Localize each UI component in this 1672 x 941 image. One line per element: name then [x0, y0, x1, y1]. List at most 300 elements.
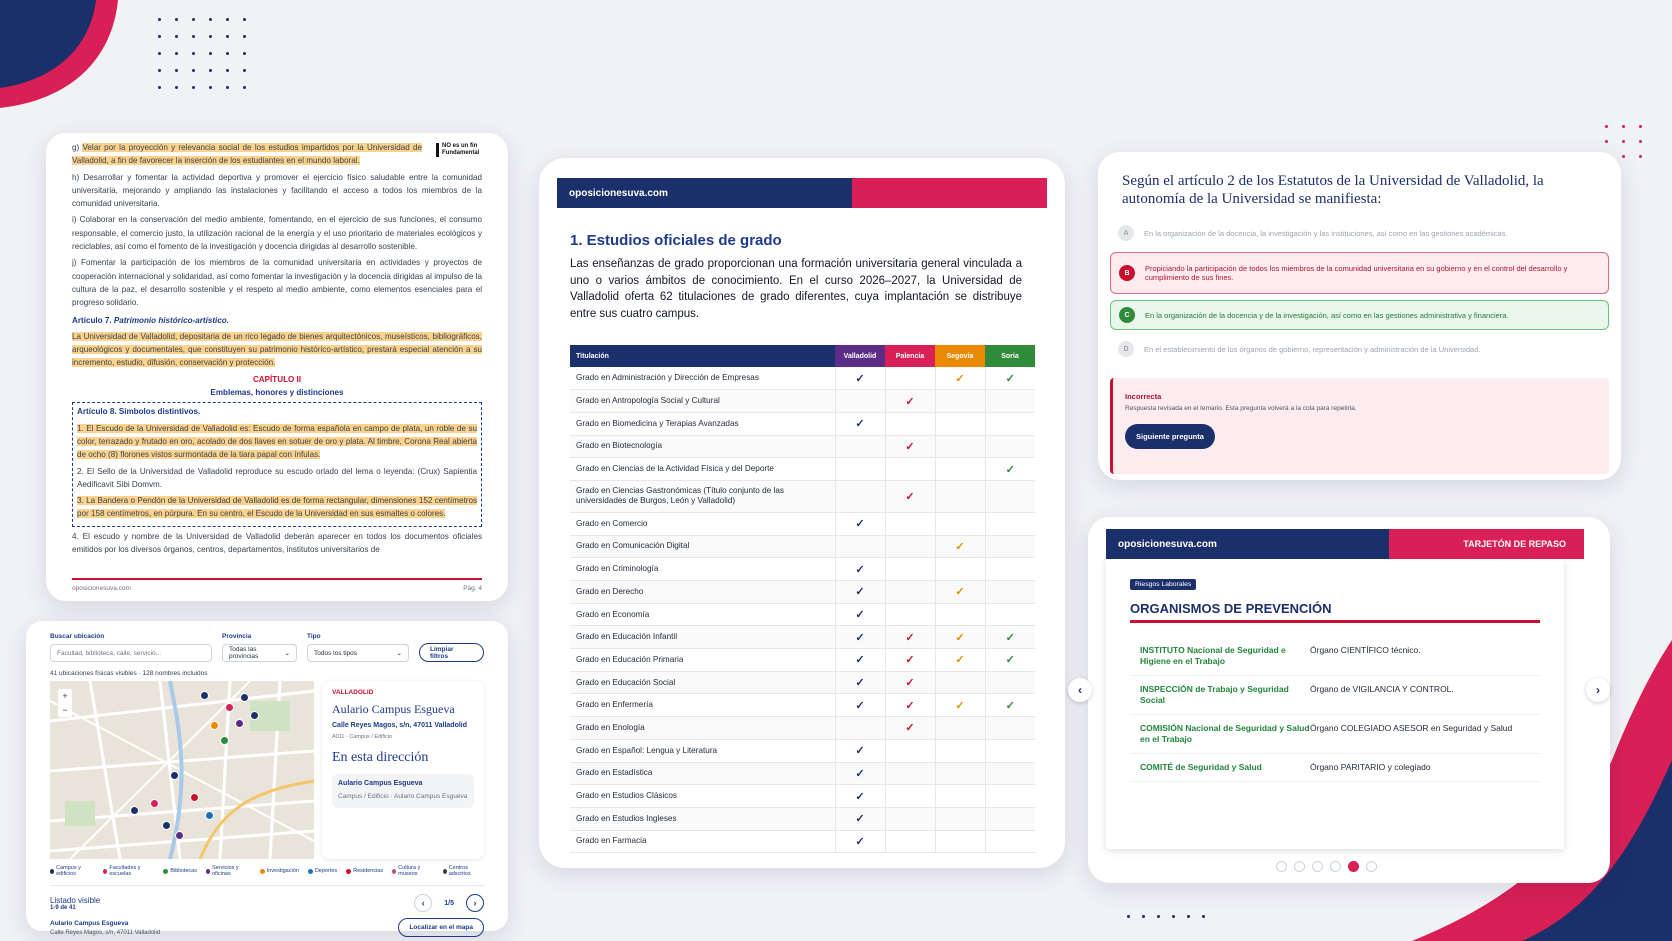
dot-grid-bottom [1127, 915, 1205, 918]
article-8-p4: 4. El escudo y nombre de la Universidad de Valladolid deberán aparecer en todos los documentos oficiales emitidos por los diversos órganos, centros, departamentos, institutos universitarios de [72, 531, 482, 555]
chapter-subtitle: Emblemas, honores y distinciones [210, 388, 344, 398]
table-row [570, 390, 1035, 413]
map-pin-icon[interactable] [220, 736, 229, 745]
degree-name: Grado en Farmacia [570, 830, 835, 853]
legend-dot-icon [50, 869, 54, 874]
feedback-title: Incorrecta [1125, 392, 1162, 401]
map-pin-icon[interactable] [240, 693, 249, 702]
campus-cell [985, 480, 1035, 512]
legend-dot-icon [206, 869, 210, 874]
checkmark-icon: ✓ [1005, 654, 1015, 667]
footer-site: oposicionesuva.com [72, 584, 131, 592]
article-8-box [72, 402, 482, 526]
carousel-dot[interactable] [1366, 861, 1377, 872]
campus-cell [885, 694, 935, 717]
locate-on-map-button[interactable]: Localizar en el mapa [398, 918, 484, 937]
checkmark-icon: ✓ [905, 440, 915, 453]
checkmark-icon: ✓ [855, 654, 865, 667]
chapter-title: CAPÍTULO II [252, 374, 302, 384]
campus-cell [835, 581, 885, 604]
campus-cell [835, 717, 885, 740]
legend-dot-icon [346, 869, 351, 874]
campus-cell [935, 785, 985, 808]
degree-name: Grado en Comercio [570, 512, 835, 535]
dot [226, 52, 229, 55]
checkmark-icon: ✓ [855, 609, 865, 622]
campus-cell [835, 480, 885, 512]
legend-item[interactable] [163, 865, 197, 877]
map-pin-icon[interactable] [205, 811, 214, 820]
campus-cell [885, 581, 935, 604]
table-row [570, 367, 1035, 390]
zoom-controls[interactable]: + − [58, 689, 72, 717]
location-count: 41 ubicaciones físicas visibles · 128 nombres incluidos [50, 670, 208, 677]
side-note: NO es un fin Fundamental [436, 143, 490, 157]
para-h: h) Desarrollar y fomentar la actividad deportiva y promover el ejercicio físico saludable entre la comunidad universitaria, mejorando y ampliando las instalaciones y facilitando el acceso a todos los miembros de la comunidad universitaria. [72, 172, 482, 209]
dot [1622, 140, 1625, 143]
next-card-button[interactable]: › [1586, 678, 1610, 702]
degree-name: Grado en Ciencias Gastronómicas (Título conjunto de las universidades de Burgos, León y Valladolid) [570, 480, 835, 512]
table-row [570, 807, 1035, 830]
list-item-text [50, 920, 160, 936]
column-header: Titulación [570, 345, 835, 367]
legend-item[interactable] [50, 865, 94, 877]
dot [1622, 125, 1625, 128]
degree-name: Grado en Biotecnología [570, 435, 835, 458]
question-text: Según el artículo 2 de los Estatutos de la Universidad de Valladolid, la autonomía de la Universidad se manifiesta: [1122, 173, 1544, 207]
map-pin-icon[interactable] [200, 691, 209, 700]
location-info-panel [322, 681, 484, 859]
checkmark-icon: ✓ [905, 631, 915, 644]
campus-cell [935, 480, 985, 512]
list-item[interactable] [50, 918, 484, 937]
legend-item[interactable] [103, 865, 154, 877]
organism-name: COMITÉ de Seguridad y Salud [1140, 762, 1262, 772]
page-footer [72, 578, 482, 595]
column-header: Segovia [935, 345, 985, 367]
campus-cell [935, 603, 985, 626]
brand-name: oposicionesuva.com [557, 178, 852, 208]
dot [158, 52, 161, 55]
campus-cell [935, 626, 985, 649]
campus-cell [985, 785, 1035, 808]
corner-shape-top-left [0, 0, 120, 110]
dot [209, 86, 212, 89]
campus-cell [835, 830, 885, 853]
legend-dot-icon [260, 869, 265, 874]
flashcard-row [1130, 676, 1540, 715]
legend-label: Servicios y oficinas [212, 865, 239, 877]
type-select[interactable] [307, 644, 409, 662]
legend-label: Residencias [353, 868, 384, 874]
table-row [570, 558, 1035, 581]
map-pin-icon[interactable] [162, 821, 171, 830]
campus-cell [935, 412, 985, 435]
checkmark-icon: ✓ [955, 540, 965, 553]
degree-name: Grado en Estadística [570, 762, 835, 785]
campus-cell [985, 581, 1035, 604]
campus-cell [885, 390, 935, 413]
dot [1157, 915, 1160, 918]
dot [226, 18, 229, 21]
dot [243, 86, 246, 89]
campus-cell [835, 390, 885, 413]
list-title: Listado visible [50, 895, 101, 905]
dot [243, 18, 246, 21]
info-meta: A011 · Campus / Edificio [332, 734, 393, 740]
brand-bar [557, 178, 1047, 208]
checkmark-icon: ✓ [855, 418, 865, 431]
campus-cell [885, 649, 935, 672]
feedback-text: Respuesta revisada en el temario. Esta pregunta volverá a la cola para repetirla. [1125, 405, 1357, 412]
table-header-row [570, 345, 1035, 367]
campus-cell [935, 558, 985, 581]
legend-label: Cultura y museos [398, 865, 421, 877]
degree-name: Grado en Economía [570, 603, 835, 626]
organism-role: Órgano PARITARIO y colegiado [1310, 762, 1431, 772]
dot [209, 18, 212, 21]
checkmark-icon: ✓ [1005, 631, 1015, 644]
campus-cell [935, 807, 985, 830]
list-range: 1-9 de 41 [50, 904, 76, 911]
degree-name: Grado en Estudios Clásicos [570, 785, 835, 808]
table-row [570, 435, 1035, 458]
legend-dot-icon [443, 869, 447, 874]
province-value: Todas las provincias [229, 646, 259, 660]
article-8-title: Artículo 8. Símbolos distintivos. [77, 407, 201, 417]
dot [192, 35, 195, 38]
checkmark-icon: ✓ [855, 699, 865, 712]
topic-badge: Riesgos Laborales [1130, 579, 1196, 590]
dot [158, 35, 161, 38]
prev-card-button[interactable]: ‹ [1068, 678, 1092, 702]
option-letter: A [1118, 225, 1134, 241]
legend-label: Bibliotecas [170, 868, 197, 874]
next-question-button[interactable]: Siguiente pregunta [1125, 424, 1215, 449]
dot [1605, 140, 1608, 143]
degree-name: Grado en Biomedicina y Terapias Avanzadas [570, 412, 835, 435]
list-info [50, 896, 100, 911]
campus-cell [985, 535, 1035, 558]
campus-cell [835, 558, 885, 581]
map-pin-icon[interactable] [130, 806, 139, 815]
degrees-table [570, 345, 1035, 853]
campus-cell [985, 807, 1035, 830]
province-group [222, 633, 297, 662]
map-pin-icon[interactable] [210, 721, 219, 730]
organism-name: COMISIÓN Nacional de Seguridad y Salud en el Trabajo [1140, 723, 1310, 744]
campus-cell [985, 603, 1035, 626]
checkmark-icon: ✓ [1005, 372, 1015, 385]
degree-name: Grado en Comunicación Digital [570, 535, 835, 558]
checkmark-icon: ✓ [855, 372, 865, 385]
degree-name: Grado en Enfermería [570, 694, 835, 717]
province-label: Provincia [222, 633, 252, 640]
campus-cell [885, 785, 935, 808]
map-pin-icon[interactable] [190, 793, 199, 802]
degree-name: Grado en Derecho [570, 581, 835, 604]
dot [243, 35, 246, 38]
table-row [570, 671, 1035, 694]
article-7-heading [72, 314, 482, 327]
column-header: Soria [985, 345, 1035, 367]
campus-cell [985, 694, 1035, 717]
dot [175, 18, 178, 21]
page-number: Pág. 4 [463, 584, 482, 592]
list-item-address: Calle Reyes Magos, s/n, 47011 Valladolid [50, 929, 161, 936]
section-title: 1. Estudios oficiales de grado [570, 232, 782, 249]
column-header: Palencia [885, 345, 935, 367]
map-pin-icon[interactable] [175, 831, 184, 840]
article-8-p1: 1. El Escudo de la Universidad de Valladolid es: Escudo de forma española en campo de plata, un roble de su color, terrazado y frutado en oro, acolado de dos llaves en sotuer de oro y plata. Al timbre, Corona Real abierta de ocho (8) florones vistos surmontada de la tiara papal con ínfulas. [77, 423, 477, 460]
checkmark-icon: ✓ [855, 835, 865, 848]
article-7-text: La Universidad de Valladolid, depositaria de un rico legado de bienes arquitectónicos, museísticos, bibliográficos, arqueológicos y documentales, que constituyen su patrimonio histórico-artístico, prestará especial atención a su incremento, estudio, difusión, conservación y protección. [72, 331, 482, 368]
legend-item[interactable] [206, 865, 251, 877]
legend-label: Investigación [266, 868, 299, 874]
campus-cell [985, 649, 1035, 672]
organism-name: INSPECCIÓN de Trabajo y Seguridad Social [1140, 684, 1289, 705]
article-8-p3: 3. La Bandera o Pendón de la Universidad de Valladolid es de forma rectangular, dimensiones 152 centímetros por 158 centímetros, en púrpura. En su centro, el Escudo de la Universidad en sus esmaltes o colores. [77, 496, 477, 519]
article-7-subtitle: Patrimonio histórico-artístico. [113, 315, 229, 325]
flashcard-brand-bar [1106, 529, 1584, 559]
campus-cell [985, 626, 1035, 649]
legend-item[interactable] [443, 865, 484, 877]
dot [1187, 915, 1190, 918]
checkmark-icon: ✓ [955, 699, 965, 712]
campus-cell [985, 367, 1035, 390]
carousel-dot[interactable] [1294, 861, 1305, 872]
answer-option-a[interactable] [1110, 220, 1609, 246]
legend-item[interactable] [392, 865, 433, 877]
campus-cell [885, 558, 935, 581]
dot [192, 69, 195, 72]
option-text: En la organización de la docencia, la investigación y las instituciones, así como en las gestiones académicas. [1144, 228, 1508, 238]
dot [226, 35, 229, 38]
campus-cell [835, 807, 885, 830]
quiz-card [1098, 152, 1621, 480]
degree-name: Grado en Ciencias de la Actividad Física y del Deporte [570, 458, 835, 481]
dot [175, 69, 178, 72]
next-page-button[interactable]: › [466, 894, 484, 912]
table-row [570, 626, 1035, 649]
dot [1172, 915, 1175, 918]
campus-cell [885, 458, 935, 481]
chevron-down-icon: ⌄ [284, 650, 290, 657]
checkmark-icon: ✓ [955, 631, 965, 644]
checkmark-icon: ✓ [855, 677, 865, 690]
legend-dot-icon [163, 869, 168, 874]
campus-cell [985, 762, 1035, 785]
feedback-panel [1110, 378, 1609, 474]
campus-cell [835, 603, 885, 626]
legend-item[interactable] [308, 865, 337, 877]
filter-bar [50, 633, 484, 662]
campus-cell [835, 739, 885, 762]
campus-cell [935, 717, 985, 740]
carousel-dot[interactable] [1330, 861, 1341, 872]
campus-cell [885, 435, 935, 458]
map-pin-icon[interactable] [150, 799, 159, 808]
campus-cell [885, 717, 935, 740]
campus-cell [835, 649, 885, 672]
campus-cell [935, 671, 985, 694]
type-label: Tipo [307, 633, 321, 640]
campus-cell [985, 739, 1035, 762]
degree-name: Grado en Educación Infantil [570, 626, 835, 649]
checkmark-icon: ✓ [1005, 699, 1015, 712]
campus-cell [835, 535, 885, 558]
para-j: j) Fomentar la participación de los miembros de la comunidad universitaria en actividades y proyectos de cooperación internacional y solidaridad, así como fomentar la investigación y la docencia dirigidas al impulso de la cultura de la paz, el desarrollo sostenible y el respeto al medio ambiente, como elementos esenciales para el progreso solidario. [72, 258, 482, 308]
carousel-dot[interactable] [1348, 861, 1359, 872]
campus-cell [885, 480, 935, 512]
checkmark-icon: ✓ [855, 563, 865, 576]
para-g: Velar por la proyección y relevancia social de los estudios impartidos por la Universidad de Valladolid, a fin de favorecer la inserción de los estudiantes en el mundo laboral. [72, 143, 422, 166]
prev-page-button[interactable]: ‹ [414, 894, 432, 912]
campus-cell [985, 412, 1035, 435]
para-g-prefix: g) [72, 143, 83, 152]
checkmark-icon: ✓ [855, 813, 865, 826]
organism-role: Órgano COLEGIADO ASESOR en Seguridad y Salud [1310, 723, 1513, 733]
campus-cell [935, 694, 985, 717]
dot [1639, 140, 1642, 143]
document-page-card [46, 133, 508, 601]
para-i: i) Colaborar en la conservación del medio ambiente, fomentando, en el ejercicio de sus funciones, el consumo responsable, el comercio justo, la utilización racional de la energía y el uso prioritario de materiales ecológicos y reciclables, así como el fomento de la investigación y docencia dirigidas al desarrollo sostenible. [72, 215, 482, 252]
legend-dot-icon [392, 869, 396, 874]
campus-cell [935, 762, 985, 785]
legend-item[interactable] [260, 865, 299, 877]
info-sub-text: Campus / Edificio · Aulario Campus Esgueva [338, 793, 468, 800]
search-label: Buscar ubicación [50, 633, 105, 640]
legend-label: Deportes [314, 868, 338, 874]
map-layout [50, 681, 484, 859]
brand-bar-accent [852, 178, 1047, 208]
campus-cell [885, 535, 935, 558]
campus-cell [885, 626, 935, 649]
dot [226, 86, 229, 89]
info-sub-card[interactable] [332, 774, 474, 808]
flashcard-card [1088, 517, 1610, 883]
flashcard-row [1130, 715, 1540, 754]
degree-name: Grado en Educación Social [570, 671, 835, 694]
grados-card [539, 158, 1065, 868]
degree-name: Grado en Estudios Ingleses [570, 807, 835, 830]
dot [1639, 155, 1642, 158]
campus-cell [935, 649, 985, 672]
checkmark-icon: ✓ [905, 699, 915, 712]
dot [1202, 915, 1205, 918]
table-row [570, 480, 1035, 512]
dot [1622, 155, 1625, 158]
carousel-dot[interactable] [1276, 861, 1287, 872]
campus-cell [835, 367, 885, 390]
pager [414, 894, 484, 912]
table-row [570, 535, 1035, 558]
dot [192, 86, 195, 89]
map-pin-icon[interactable] [225, 703, 234, 712]
degree-name: Grado en Antropología Social y Cultural [570, 390, 835, 413]
campus-cell [935, 739, 985, 762]
search-placeholder: Facultad, biblioteca, calle, servicio... [57, 649, 162, 657]
option-letter: D [1118, 341, 1134, 357]
dot [192, 52, 195, 55]
campus-cell [835, 458, 885, 481]
degree-name: Grado en Criminología [570, 558, 835, 581]
carousel-dots [1276, 861, 1377, 872]
organism-role: Órgano de VIGILANCIA Y CONTROL. [1310, 684, 1454, 694]
option-text: En la organización de la docencia y de la investigación, así como en las gestiones administrativa y financiera. [1145, 310, 1509, 320]
map-pin-icon[interactable] [170, 771, 179, 780]
dot [175, 52, 178, 55]
checkmark-icon: ✓ [855, 586, 865, 599]
carousel-dot[interactable] [1312, 861, 1323, 872]
legend-label: Facultades y escuelas [109, 865, 141, 877]
campus-cell [985, 717, 1035, 740]
dot [243, 52, 246, 55]
map-pin-icon[interactable] [235, 719, 244, 728]
flashcard-brand: oposicionesuva.com [1106, 529, 1389, 559]
flashcard-row [1130, 637, 1540, 676]
flashcard-row [1130, 754, 1540, 782]
option-text: En el establecimiento de los órganos de gobierno, representación y administración de la Universidad. [1144, 344, 1481, 354]
column-header: Valladolid [835, 345, 885, 367]
campus-cell [935, 367, 985, 390]
campus-cell [885, 762, 935, 785]
chevron-down-icon: ⌄ [396, 650, 402, 657]
campus-cell [835, 762, 885, 785]
checkmark-icon: ✓ [905, 490, 915, 503]
map-view[interactable] [50, 681, 314, 859]
campus-cell [885, 739, 935, 762]
answer-option-d[interactable] [1110, 336, 1609, 362]
campus-cell [835, 435, 885, 458]
checkmark-icon: ✓ [905, 722, 915, 735]
map-pin-icon[interactable] [250, 711, 259, 720]
info-city-tag: VALLADOLID [332, 689, 374, 696]
checkmark-icon: ✓ [955, 372, 965, 385]
checkmark-icon: ✓ [855, 745, 865, 758]
answer-option-b[interactable] [1110, 252, 1609, 294]
dot [158, 86, 161, 89]
campus-cell [885, 807, 935, 830]
campus-cell [935, 512, 985, 535]
checkmark-icon: ✓ [955, 654, 965, 667]
checkmark-icon: ✓ [905, 654, 915, 667]
campus-cell [885, 412, 935, 435]
dot [209, 69, 212, 72]
search-input[interactable] [50, 644, 212, 662]
legend-label: Centros adscritos [448, 865, 471, 877]
flashcard-label: TARJETÓN DE REPASO [1389, 529, 1584, 559]
checkmark-icon: ✓ [1005, 463, 1015, 476]
table-body [570, 367, 1035, 853]
table-row [570, 694, 1035, 717]
table-row [570, 830, 1035, 853]
campus-cell [985, 830, 1035, 853]
answer-option-c[interactable] [1110, 300, 1609, 330]
clear-filters-button[interactable]: Limpiar filtros [419, 643, 484, 662]
campus-cell [835, 626, 885, 649]
table-row [570, 581, 1035, 604]
table-row [570, 649, 1035, 672]
province-select[interactable] [222, 644, 297, 662]
info-sub-title: Aulario Campus Esgueva [338, 780, 423, 787]
table-row [570, 717, 1035, 740]
campus-cell [885, 830, 935, 853]
dot [226, 69, 229, 72]
table-row [570, 512, 1035, 535]
section-paragraph: Las enseñanzas de grado proporcionan una formación universitaria general vinculada a uno o varios ámbitos de conocimiento. En el curso 2026–2027, la Universidad de Valladolid oferta 62 titulaciones de grado diferentes, cuya implantación se distribuye entre sus cuatro campus. [570, 258, 1022, 320]
legend-item[interactable] [346, 865, 383, 877]
